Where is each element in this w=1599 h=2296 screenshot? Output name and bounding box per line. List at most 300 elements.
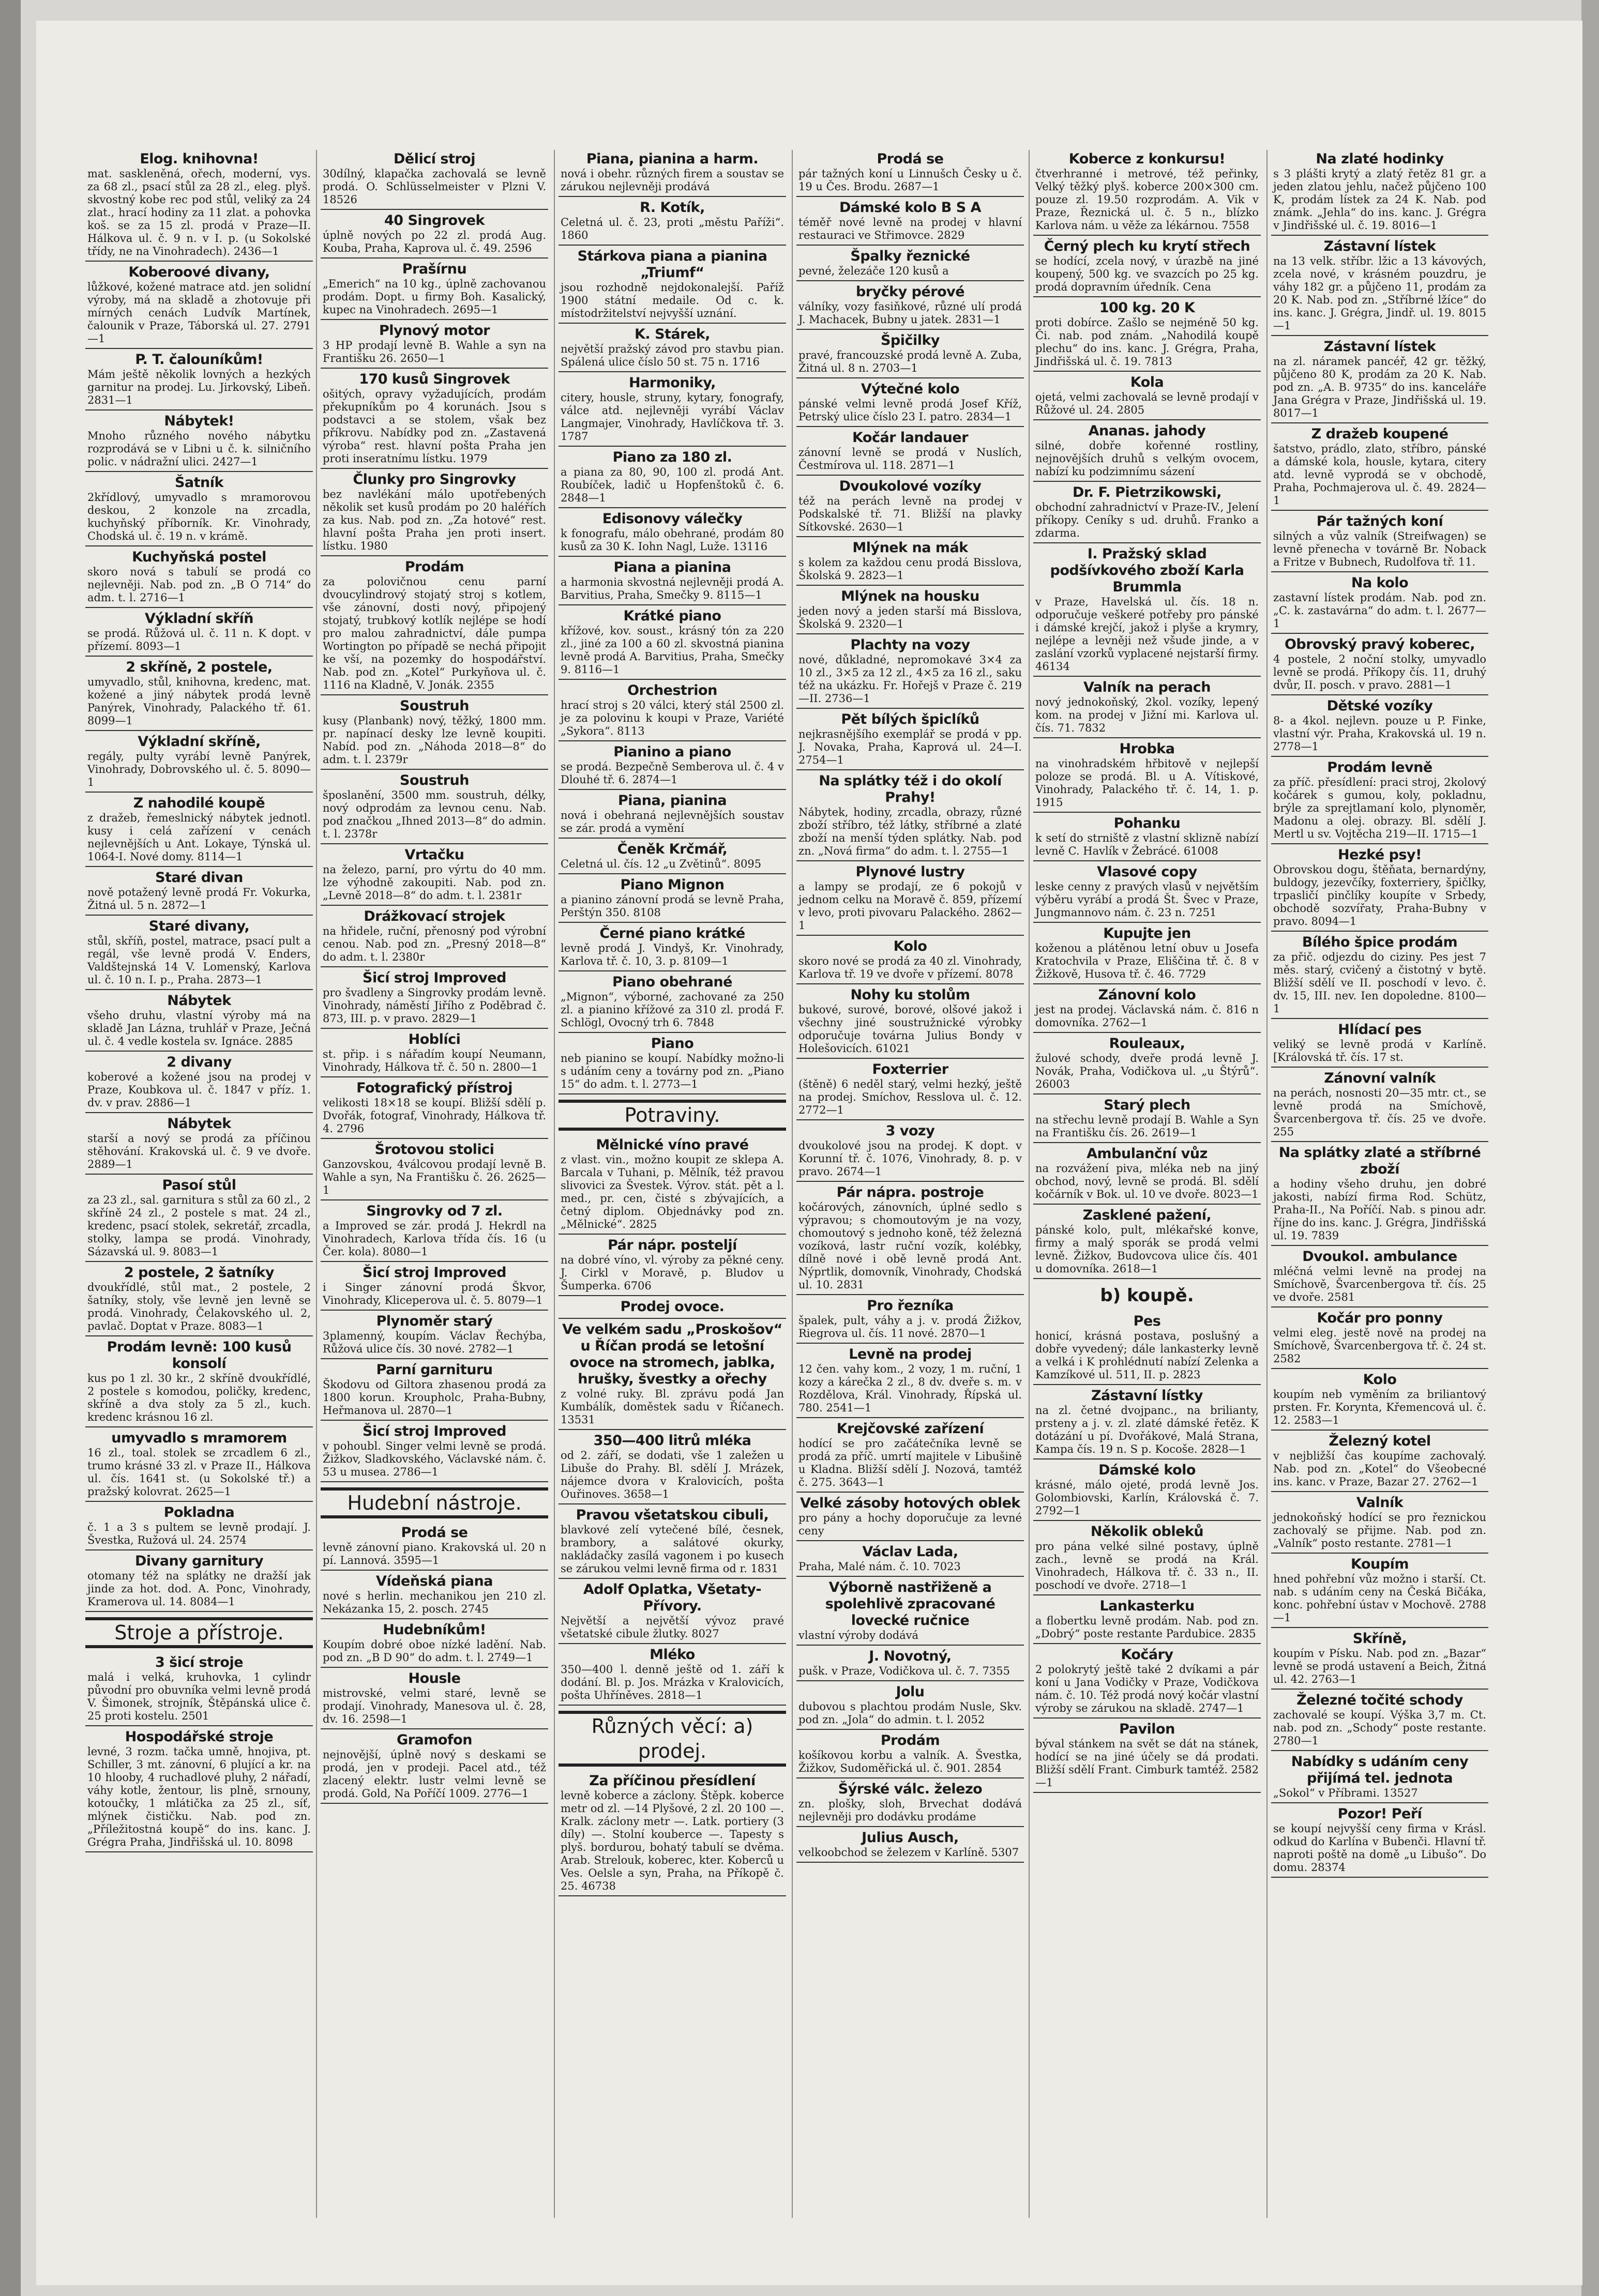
ad-body: bez navlékání málo upotřebených několik set kusů prodám po 20 haléřích za kus. Nab. pod zn. „Za hotové“ rest. hlavní pošta Praha jen proti insert. lístku. 1980	[323, 488, 546, 552]
ad-body: nově potažený levně prodá Fr. Vokurka, Žitná ul. 5 n. 2872—1	[87, 886, 311, 911]
ad-title: Dvoukolové vozíky	[839, 478, 982, 494]
ad-title: Drážkovací strojek	[364, 908, 505, 924]
classified-ad	[1033, 986, 1261, 1033]
ad-body: stůl, skříň, postel, matrace, psací pult a regál, vše levně prodá V. Enders, Valdštejnská 14 V. Lomenský, Karlova ul. č. 10 n. I. p., Praha. 2873—1	[87, 935, 311, 986]
ad-body: levně zánovní piano. Krakovská ul. 20 n pí. Lannová. 3595—1	[323, 1541, 546, 1567]
classified-ad	[1271, 1309, 1488, 1369]
ad-body: v nejbližší čas koupíme zachovalý. Nab. pod zn. „Kotel“ do Všeobecné ins. kanc. v Praze, Bazar 27. 2762—1	[1273, 1450, 1486, 1488]
ad-title: Mělnické víno pravé	[596, 1137, 749, 1153]
classified-ad	[1033, 1387, 1261, 1459]
ad-title: Šicí stroj Improved	[363, 1423, 506, 1439]
classified-ad	[321, 1572, 548, 1619]
ad-body: pro švadleny a Singrovky prodám levně. Vinohrady, náměstí Jiřího z Poděbrad č. 873, III. p. v pravo. 2829—1	[323, 986, 546, 1025]
ad-title: Elog. knihovna!	[140, 151, 259, 167]
ad-title: 2 postele, 2 šatníky	[124, 1265, 274, 1281]
ad-body: 3 HP prodají levně B. Wahle a syn na Františku 26. 2650—1	[323, 339, 546, 364]
column-rule	[1266, 150, 1268, 2218]
classified-ad	[1033, 299, 1261, 372]
ad-title: Housle	[408, 1670, 461, 1686]
ad-body: se hodící, zcela nový, v úrazbě na jiné koupený, 500 kg. ve svazcích po 25 kg. prodá dopravním úředník. Cena	[1035, 255, 1259, 293]
ad-body: mistrovské, velmi staré, levně se prodají. Vinohrady, Manesova ul. č. 28, dv. 16. 2598—1	[323, 1687, 546, 1725]
ad-body: od 2. září, se dodati, vše 1 zaležen u Libuše do Prahy. Bl. sdělí J. Mrázek, nájemce dvora v Kralovicích, pošta Ouřinoves. 3658—1	[561, 1449, 784, 1500]
classified-ad	[559, 150, 786, 197]
classified-ad	[559, 1646, 786, 1706]
ad-body: se koupí nejvyšší ceny firma v Krásl. odkud do Karlína v Bubenči. Hlavní tř. naproti poště na domě „u Libušo“. Do domu. 28374	[1273, 1822, 1486, 1874]
ad-body: Celetná ul. č. 23, proti „městu Paříži“. 1860	[561, 216, 784, 241]
ad-body: honicí, krásná postava, poslušný a dobře vyvedený; dále lankasterky levně a velká i K prohlédnutí nabízí Zelenka a Kamzíkové ul. 511, II. p. 2823	[1035, 1330, 1259, 1381]
classified-ad	[1033, 150, 1261, 236]
classified-ad	[1033, 1035, 1261, 1094]
ad-title: J. Novotný,	[869, 1648, 952, 1664]
ad-body: zánovní levně se prodá v Nuslích, Čestmírova ul. 118. 2871—1	[798, 446, 1022, 472]
classified-ad	[1033, 1461, 1261, 1521]
classified-ad	[321, 969, 548, 1029]
ad-title: Prodám levně	[1327, 759, 1432, 776]
ad-title: Dvoukol. ambulance	[1302, 1249, 1457, 1265]
classified-ad	[1271, 150, 1488, 236]
ad-title: Rouleaux,	[1109, 1036, 1185, 1052]
ad-body: všeho druhu, vlastní výroby má na skladě Jan Lázna, truhlář v Praze, Ječná ul. č. 4 vedle kostela sv. Ignáce. 2885	[87, 1009, 311, 1047]
column-2	[321, 150, 548, 2223]
classified-ad	[85, 1115, 313, 1175]
ad-title: Kola	[1130, 374, 1164, 390]
classified-ad	[796, 1122, 1024, 1182]
classified-ad	[85, 1338, 313, 1427]
ad-title: Fotografický přístroj	[356, 1080, 512, 1096]
ad-body: 350—400 l. denně ještě od 1. září k dodání. Bl. p. Jos. Mrázka v Kralovicích, pošta Uhříněves. 2818—1	[561, 1663, 784, 1701]
ad-body: pušk. v Praze, Vodičkova ul. č. 7. 7355	[798, 1665, 1010, 1677]
ad-title: Pravou všetatskou cibuli,	[576, 1507, 769, 1523]
classified-ad	[1271, 697, 1488, 757]
ad-title: Piana, pianina	[617, 793, 727, 809]
classified-ad	[85, 351, 313, 410]
ad-body: válníky, vozy fasiňkové, různé ulí prodá J. Machacek, Bubny u jatek. 2831—1	[798, 300, 1022, 326]
ad-body: a lampy se prodají, ze 6 pokojů v jednom celku na Moravě č. 859, přízemí v levo, proti pivovaru Palackého. 2862—1	[798, 880, 1022, 932]
ad-title: Pianino a piano	[613, 744, 731, 760]
classified-ad	[321, 1422, 548, 1482]
ad-title: Václav Lada,	[862, 1544, 958, 1560]
ad-title: Plachty na vozy	[850, 637, 970, 653]
classified-ad	[559, 374, 786, 447]
classified-ad	[796, 1420, 1024, 1493]
ad-body: Obrovskou dogu, štěňata, bernardýny, buldogy, jezevčíky, foxterriery, špičlky, trpasličí pinčlíky koupíte v Srbedy, obchodě sozvířaty, Praha-Bubny v pravo. 8094—1	[1273, 863, 1486, 927]
ad-title: Černé piano krátké	[599, 925, 745, 941]
classified-ad	[1271, 1805, 1488, 1878]
ad-body: dubovou s plachtou prodám Nusle, Skv. pod zn. „Jola“ do admin. t. l. 2052	[798, 1700, 1022, 1726]
ad-title: Pět bílých špiclíků	[841, 711, 979, 727]
ad-body: ošitých, opravy vyžadujících, prodám překupníkům po 4 korunách. Jsou s podstavci a se stolem, však bez příkrovu. Nabídky pod zn. „Zastavená výroba“ rest. hlavní pošta Praha jen proti inseratnímu lístku. 1979	[323, 388, 546, 465]
classified-ad	[1271, 425, 1488, 511]
ad-title: Valník na perach	[1083, 679, 1211, 695]
ad-title: Kolo	[893, 938, 927, 954]
classified-ad	[796, 636, 1024, 709]
ad-title: Bílého špice prodám	[1302, 934, 1458, 950]
ad-title: Dámské kolo B S A	[839, 200, 981, 216]
ad-title: bryčky pérové	[855, 284, 965, 300]
ad-body: za 23 zl., sal. garnitura s stůl za 60 zl., 2 skříně 24 zl., 2 postele s mat. 24 zl., kredenc, psací stolek, sekretář, zrcadla, stolky, lampa se prodá. Vinohrady, Sázavská ul. 9. 8083—1	[87, 1194, 311, 1258]
classified-ad	[796, 199, 1024, 246]
ad-title: Pozor! Peří	[1337, 1806, 1422, 1822]
classified-ad	[321, 1030, 548, 1077]
ad-body: koženou a plátěnou letní obuv u Josefa Kratochvila v Praze, Eliščina tř. č. 8 v Žižkově, Husova tř. č. 46. 7729	[1035, 942, 1259, 980]
classified-ad	[321, 1264, 548, 1311]
ad-body: „Mignon“, výborné, zachované za 250 zl. a pianino křížové za 310 zl. prodá F. Schlögl, Ovocný trh 6. 7848	[561, 991, 784, 1029]
classified-ad	[321, 1141, 548, 1200]
ad-title: Špalky řeznické	[850, 248, 970, 264]
classified-ad	[1271, 1069, 1488, 1142]
classified-ad	[1033, 740, 1261, 813]
classified-ad	[796, 380, 1024, 427]
ad-title: Hudebníkům!	[383, 1622, 486, 1638]
classified-ad	[559, 840, 786, 874]
ad-title: Šicí stroj Improved	[363, 970, 506, 986]
classified-ad	[85, 992, 313, 1052]
classified-ad	[1033, 1206, 1261, 1279]
classified-ad	[1033, 237, 1261, 297]
classified-ad	[559, 325, 786, 372]
ad-body: úplně nových po 22 zl. prodá Aug. Kouba, Praha, Kaprova ul. č. 49. 2596	[323, 229, 546, 254]
ad-title: Obrovský pravý koberec,	[1284, 636, 1475, 652]
ad-title: Orchestrion	[627, 682, 717, 698]
ad-title: Čeněk Krčmář,	[617, 841, 728, 857]
column-rule	[554, 150, 555, 2218]
ad-body: pánské velmi levně prodá Josef Kříž, Petrský ulice číslo 23 I. patro. 2834—1	[798, 398, 1022, 423]
ad-title: 2 skříně, 2 postele,	[126, 659, 273, 675]
ad-body: skoro nové se prodá za 40 zl. Vinohrady, Karlova tř. 19 ve dvoře v přízemí. 8078	[798, 955, 1022, 980]
ad-body: ojetá, velmi zachovalá se levně prodají v Růžové ul. 24. 2805	[1035, 391, 1259, 416]
classified-ad	[85, 1552, 313, 1612]
ad-body: velkoobchod se železem v Karlíně. 5307	[798, 1846, 1019, 1859]
ad-title: Pavilon	[1119, 1721, 1175, 1737]
ad-body: z volné ruky. Bl. zprávu podá Jan Kumbálík, doměstek sadu v Říčanech. 13531	[561, 1388, 784, 1426]
classified-ad	[796, 772, 1024, 861]
ad-title: Z nahodilé koupě	[133, 795, 265, 811]
classified-ad	[1271, 758, 1488, 844]
classified-ad	[1271, 1630, 1488, 1690]
ad-body: malá i velká, kruhovka, 1 cylindr původní pro obuvníka velmi levně prodá V. Šimonek, strojník, Štěpánská ulice č. 25 proti kostelu. 2501	[87, 1671, 311, 1722]
classified-ad	[1271, 1691, 1488, 1751]
ad-body: Největší a největší vývoz pravé všetatské cibule žlutky. 8027	[561, 1615, 784, 1640]
classified-ad	[321, 846, 548, 906]
ad-title: Prašírnu	[402, 261, 467, 277]
ad-body: a pianino zánovní prodá se levně Praha, Perštýn 350. 8108	[561, 893, 784, 919]
ad-title: Šicí stroj Improved	[363, 1265, 506, 1281]
classified-ad	[1033, 1646, 1261, 1719]
classified-ad	[321, 470, 548, 556]
classified-ad	[1033, 814, 1261, 861]
classified-ad	[1271, 237, 1488, 336]
ad-title: Stárkova piana a pianina „Triumf“	[577, 248, 767, 281]
classified-ad	[796, 587, 1024, 634]
ad-body: vlastní výroby dodává	[798, 1629, 919, 1641]
ad-title: Valník	[1356, 1495, 1404, 1511]
classified-ad	[1271, 574, 1488, 634]
ad-title: Výborně nastřiženě a spolehlivě zpracované lovecké ručnice	[825, 1579, 995, 1629]
ad-title: K. Stárek,	[635, 326, 710, 342]
ad-body: koberové a kožené jsou na prodej v Praze, Koubkova ul. č. 1847 v příz. 1. dv. v prav. 2886—1	[87, 1071, 311, 1109]
classified-ad	[321, 1361, 548, 1421]
ad-title: Pro řezníka	[867, 1298, 954, 1314]
ad-body: téměř nové levně na prodej v hlavní restauraci ve Střimovce. 2829	[798, 216, 1022, 241]
classified-ad	[796, 1345, 1024, 1418]
classified-ad	[559, 1320, 786, 1430]
ad-title: 170 kusů Singrovek	[359, 371, 510, 387]
ad-title: Šýrské válc. železo	[838, 1781, 983, 1797]
ad-title: Hezké psy!	[1338, 847, 1422, 863]
ad-body: nová i obehr. různých firem a soustav se zárukou nejlevněji prodává	[561, 168, 784, 193]
ad-body: silné, dobře kořenné rostliny, nejnovějších druhů s velkým ovocem, nabízí ku podzimnímu sázení	[1035, 439, 1259, 478]
classified-ad	[1033, 373, 1261, 420]
ad-body: 8- a 4kol. nejlevn. pouze u P. Finke, vlastní výr. Praha, Krakovská ul. 19 n. 2778—1	[1273, 714, 1486, 753]
ad-body: st. přip. i s nářadím koupí Neumann, Vinohrady, Hálkova tř. č. 50 n. 2800—1	[323, 1048, 546, 1073]
ad-body: k setí do strniště z vlastní sklizně nabízí levně C. Havlík v Žebrácé. 61008	[1035, 832, 1259, 857]
ad-body: dvoukolové jsou na prodej. K dopt. v Korunní tř. č. 1076, Vinohrady, 8. p. v pravo. 2674—1	[798, 1139, 1022, 1178]
classified-ad	[796, 1578, 1024, 1646]
ad-body: leske cenny z pravých vlasů v největším výběru vyrábí a prodá Št. Švec v Praze, Jungmannovo nám. č. 23 n. 7251	[1035, 880, 1259, 919]
classified-ad	[559, 743, 786, 790]
classified-ad	[321, 1079, 548, 1139]
ad-title: Krátké piano	[623, 608, 721, 624]
classified-ad	[796, 477, 1024, 537]
classified-ad	[1271, 1494, 1488, 1554]
ad-body: na hřidele, ruční, přenosný pod výrobní cenou. Nab. pod zn. „Presný 2018—8“ do adm. t. l. 2380r	[323, 925, 546, 963]
ad-title: Staré divany,	[148, 918, 250, 934]
ad-title: Prodá se	[877, 151, 944, 167]
classified-ad	[796, 1543, 1024, 1577]
ad-title: Parní garnituru	[376, 1362, 493, 1378]
classified-ad	[1033, 422, 1261, 482]
ad-title: R. Kotík,	[640, 200, 705, 216]
classified-ad	[85, 412, 313, 472]
ad-title: Starý plech	[1104, 1097, 1190, 1113]
ad-title: Skříně,	[1352, 1631, 1407, 1647]
classified-ad	[85, 917, 313, 990]
ad-body: č. 1 a 3 s pultem se levně prodají. J. Švestka, Ružová ul. 24. 2574	[87, 1521, 311, 1546]
ad-body: Praha, Malé nám. č. 10. 7023	[798, 1560, 961, 1573]
ad-title: Zástavní lístky	[1091, 1388, 1203, 1404]
classified-ad	[321, 907, 548, 967]
ad-title: Pes	[1133, 1313, 1161, 1329]
ad-body: nová i obehraná nejlevnějších soustav se zár. prodá a vymění	[561, 809, 784, 834]
classified-ad	[321, 1202, 548, 1262]
ad-title: Koberce z konkursu!	[1068, 151, 1226, 167]
ad-title: umyvadlo s mramorem	[111, 1430, 287, 1446]
ad-body: za příč. přesídlení: praci stroj, 2kolový kočárek s gumou, koly, pokladnu, brýle za sprejtlamaní kolo, plynoměr, Madonu a olej. obrazy. Bl. sdělí J. Mertl u sv. Vojtěcha 219—II. 1715—1	[1273, 776, 1486, 840]
classified-ad	[1033, 1597, 1261, 1644]
ad-body: koupím neb vyměním za briliantový prsten. Fr. Korynta, Křemencová ul. č. 12. 2583—1	[1273, 1388, 1486, 1426]
scan-edge-right	[1581, 0, 1599, 2296]
ad-title: Vlasové copy	[1097, 864, 1197, 880]
ad-title: Piano Mignon	[620, 877, 725, 893]
classified-ad	[796, 863, 1024, 936]
ad-body: i Singer zánovní prodá Škvor, Vinohrady, Kliceperova ul. č. 5. 8079—1	[323, 1281, 546, 1306]
ad-title: Gramofon	[397, 1732, 472, 1748]
ad-title: Julius Ausch,	[862, 1830, 959, 1846]
ad-body: Mám ještě několik lovných a hezkých garnitur na prodej. Lu. Jirkovský, Libeň. 2831—1	[87, 368, 311, 406]
ad-body: 3plamenný, koupím. Václav Řechýba, Růžová ulice čís. 30 nové. 2782—1	[323, 1330, 546, 1355]
ad-body: umyvadlo, stůl, knihovna, kredenc, mat. kožené a jiný nábytek prodá levně Panýrek, Vinohrady, Palackého tř. 61. 8099—1	[87, 676, 311, 727]
ad-title: I. Pražský sklad podšívkového zboží Karla Brummla	[1050, 546, 1244, 595]
ad-body: mat. saskleněná, ořech, moderní, vys. za 68 zl., psací stůl za 28 zl., eleg. plyš. skvostný kobe rec pod stůl, veliký za 24 zlat., hrací hodiny za 11 zlat. a pohovka koš. se za 15 zl. prodá v Praze—II. Hálkova ul. č. 9 n. v I. p. (u Sokolské třídy, ne na Vinohradech). 2436—1	[87, 168, 311, 257]
classified-ad	[559, 1772, 786, 1896]
ad-body: nejnovější, úplně nový s deskami se prodá, jen v prodeji. Pacel atd., též zlacený elektr. lustr velmi levně se prodá. Gold, Na Poříčí 1009. 2776—1	[323, 1748, 546, 1800]
classified-ad	[796, 1780, 1024, 1827]
classified-ad	[1033, 924, 1261, 984]
classified-ad	[559, 792, 786, 839]
classified-ad	[1033, 678, 1261, 738]
ad-body: kočárových, zánovních, úplné sedlo s výpravou; s chomoutovým je na vozy, chomoutový s jednoho koně, též železná vozíková, lastr ruční vozík, kolébky, dílně nové i obě levně prodá Ant. Nýprtlik, domovník, Vinohrady, Chodská ul. 10. 2831	[798, 1201, 1022, 1291]
classified-ad	[796, 1060, 1024, 1120]
ad-body: v Praze, Havelská ul. čís. 18 n. odporučuje veškeré potřeby pro pánské i dámské krejčí, jakož i plyše a krymry, nejlépe a levněji než všude jinde, a v zaslání vzorků vyplacené nejstarší firmy. 46134	[1035, 596, 1259, 673]
ad-title: Krejčovské zařízení	[836, 1421, 984, 1437]
ad-body: (štěně) 6 neděl starý, velmi hezký, ještě na prodej. Smíchov, Resslova ul. č. 12. 2772—1	[798, 1078, 1022, 1116]
ad-title: Dr. F. Pietrzikowski,	[1073, 484, 1221, 500]
ad-title: Zasklené pažení,	[1082, 1207, 1212, 1223]
ad-body: za polovičnou cenu parní dvoucylindrový stojatý stroj s kotlem, vše zánovní, dosti nový, připojený stojatý, trubkový kotlík nejlépe se hodí pro malou zahradnictví, dále pumpa Wortington po případě se nechá připojit ke vší, na pozemky do hospodářství. Nab. pod zn. „Kotel“ Purkyňova ul. č. 1116 na Kladně, V. Jonák. 2355	[323, 575, 546, 691]
column-6	[1271, 150, 1488, 2223]
classified-ad	[559, 247, 786, 324]
classified-ad	[559, 510, 786, 557]
ad-title: Dětské vozíky	[1326, 698, 1433, 714]
ad-title: Kolo	[1363, 1372, 1397, 1388]
ad-title: Divany garnitury	[134, 1553, 264, 1569]
classified-ad	[1033, 483, 1261, 543]
classified-ad	[321, 1731, 548, 1804]
classified-ad	[321, 1524, 548, 1571]
ad-body: a Improved se zár. prodá J. Hekrdl na Vinohradech, Karlova třída čís. 16 (u Čer. kola). 8080—1	[323, 1220, 546, 1258]
classified-ad	[559, 1506, 786, 1579]
ad-title: Singrovky od 7 zl.	[366, 1203, 503, 1219]
classified-ad	[85, 733, 313, 793]
ad-body: na střechu levně prodají B. Wahle a Syn na Františku čís. 26. 2619—1	[1035, 1114, 1259, 1139]
ad-title: Prodá se	[401, 1525, 468, 1541]
ad-title: Kuchyňská postel	[132, 549, 266, 565]
ad-body: Škodovu od Giltora zhasenou prodá za 1800 korun. Kroupholc, Praha-Bubny, Heřmanova ul. 2870—1	[323, 1378, 546, 1417]
ad-body: dvoukřídlé, stůl mat., 2 postele, 2 šatníky, stoly, vše levně jen levně se prodá. Vinohrady, Čelakovského ul. 2, pavlač. Doptat v Praze. 8083—1	[87, 1281, 311, 1332]
classified-ad	[1271, 1371, 1488, 1431]
ad-body: k fonografu, málo obehrané, prodám 80 kusů za 30 K. Iohn Nagl, Luže. 13116	[561, 527, 784, 553]
ad-body: blavkové zelí vytečené bílé, česnek, brambory, a salátové okurky, nakládačky zasílá vagonem i po kusech se zárukou velmi levně firma od r. 1831	[561, 1524, 784, 1575]
ad-body: skoro nová s tabulí se prodá co nejlevněji. Nab. pod zn. „B O 714“ do adm. t. l. 2716—1	[87, 566, 311, 604]
ad-title: Železné točité schody	[1296, 1692, 1463, 1708]
ad-body: košíkovou korbu a valník. A. Švestka, Žižkov, Sudoměřická ul. č. 901. 2854	[798, 1749, 1022, 1774]
ad-body: bukové, surové, borové, olšové jakož i všechny jiné soustružnické výrobky odporučuje továrna Julius Bondy v Holešovicích. 61021	[798, 1003, 1022, 1055]
ad-body: býval stánkem na svět se dát na stánek, hodící se na jiné účely se dá prodati. Bližší sdělí Frant. Cimburk tamtéž. 2582—1	[1035, 1738, 1259, 1789]
ad-body: 12 čen. vahy kom., 2 vozy, 1 m. ruční, 1 kozy a kárečka 2 zl., 8 dv. dveře s. m. v Rozdělova, Král. Vinohrady, Řípská ul. 780. 2541—1	[798, 1363, 1022, 1414]
classified-ad	[559, 607, 786, 680]
classified-ad	[796, 1183, 1024, 1295]
ad-title: Adolf Oplatka, Všetaty-Přívory.	[583, 1582, 762, 1614]
ad-body: jsou rozhodně nejdokonalejší. Paříž 1900 státní medaile. Od c. k. místodržitelství nejvyšší uznání.	[561, 281, 784, 320]
classified-ad	[1271, 1248, 1488, 1307]
ad-body: nové s herlin. mechanikou jen 210 zl. Nekázanka 15, 2. posch. 2745	[323, 1590, 546, 1615]
ad-title: Prodám levně: 100 kusů konsolí	[107, 1339, 292, 1372]
classified-ad	[1271, 846, 1488, 932]
ad-title: Soustruh	[400, 772, 469, 788]
column-rule	[316, 150, 317, 2218]
ad-title: Pár nápr. posteljí	[608, 1237, 737, 1253]
classified-ad	[85, 1728, 313, 1852]
ad-body: krásné, málo ojeté, prodá levně Jos. Golombiovski, Karlín, Královská č. 7. 2792—1	[1035, 1479, 1259, 1517]
ad-title: Kupujte jen	[1103, 925, 1191, 941]
classified-ad	[1271, 1144, 1488, 1246]
ad-body: na rozvážení piva, mléka neb na jiný obchod, nový, levně se prodá. Bl. sdělí kočárník v Bok. ul. 10 ve dvoře. 8023—1	[1035, 1162, 1259, 1200]
classified-ad	[1271, 1753, 1488, 1803]
classified-ad	[1033, 1523, 1261, 1595]
ad-title: Prodej ovoce.	[620, 1299, 725, 1315]
ad-title: Šrotovou stolici	[374, 1142, 494, 1158]
ad-title: Pasoí stůl	[162, 1177, 236, 1193]
section-heading: Stroje a přístroje.	[85, 1617, 313, 1648]
ad-title: 100 kg. 20 K	[1099, 300, 1195, 316]
ad-title: Plynový motor	[379, 323, 490, 339]
ad-body: na dobré víno, vl. výroby za pěkné ceny. J. Cirkl v Moravě, p. Bludov u Šumperka. 6706	[561, 1254, 784, 1292]
classified-ad	[559, 1432, 786, 1504]
classified-ad	[559, 558, 786, 605]
classified-ad	[85, 794, 313, 867]
classified-ad	[559, 1298, 786, 1319]
ad-body: na vinohradském hřbitově v nejlepší poloze se prodá. Bl. u A. Vítiskové, Vinohrady, Palackého tř. č. 14, 1. p. 1915	[1035, 757, 1259, 809]
classified-ad	[796, 283, 1024, 330]
ad-body: 2 polokrytý ještě také 2 dvíkami a pár koní u Jana Vodičky v Praze, Vodičkova nám. č. 10. Též prodá nový kočár vlastní výroby se zárukou na skladě. 2747—1	[1035, 1663, 1259, 1714]
ad-title: Soustruh	[400, 698, 469, 714]
classified-ad	[796, 539, 1024, 586]
ad-body: se prodá. Růžová ul. č. 11 n. K dopt. v přízemí. 8093—1	[87, 627, 311, 652]
column-1	[85, 150, 313, 2223]
classified-ad	[1033, 1312, 1261, 1385]
classified-ad	[85, 1176, 313, 1262]
ad-body: levně koberce a záclony. Štěpk. koberce metr od zl. —14 Plyšové, 2 zl. 20 100 —. Kralk. záclony metr —. Latk. portiery (3 díly) —. Stolní kouberce —. Tapesty s plyš. bordurou, bohatý tabulí se dvěma. Arab. Strelouk, koberec, kter. Koberců u Ves. Oelsle a syn, Praha, na Příkopě č. 25. 46738	[561, 1789, 784, 1892]
classified-ad	[1033, 1096, 1261, 1143]
ad-title: P. T. čalouníkům!	[135, 352, 263, 368]
classified-ad	[1271, 338, 1488, 423]
classified-ad	[1033, 863, 1261, 923]
ad-title: Člunky pro Singrovky	[353, 472, 516, 488]
ad-title: Pár nápra. postroje	[836, 1184, 984, 1200]
classified-ad	[796, 1297, 1024, 1344]
ad-body: s 3 plášti krytý a zlatý řetěz 81 gr. a jeden zlatou jehlu, načež půjčeno 100 K, prodám lístek za 24 K. Nab. pod známk. „Jehla“ do ins. kanc. J. Grégra v Jindřišské ul. č. 19. 8016—1	[1273, 168, 1486, 232]
ad-title: Na splátky zlaté a stříbrné zboží	[1278, 1145, 1481, 1177]
ad-body: lůžkové, kožené matrace atd. jen solidní výroby, má na skladě a zhotovuje při mírných cenách Ludvík Martínek, čalounik v Praze, Táborská ul. 27. 2791—1	[87, 281, 311, 345]
ad-body: hodící se pro začátečníka levně se prodá za příč. umrtí majitele v Libušině u Kladna. Bližší sdělí J. Nozová, tamtéž č. 275. 3643—1	[798, 1437, 1022, 1488]
classified-ad	[796, 247, 1024, 281]
ad-title: Piana a pianina	[613, 559, 731, 575]
ad-title: Nábytek!	[164, 413, 234, 429]
ad-title: Černý plech ku krytí střech	[1044, 238, 1250, 254]
ad-body: silných a vůz valník (Streifwagen) se levně přenecha v továrně Br. Noback a Fritze v Bubnech, Rudolfova tř. 11.	[1273, 530, 1486, 568]
classified-ad	[559, 199, 786, 246]
ad-title: Nohy ku stolům	[850, 987, 970, 1003]
ad-body: veliký se levně prodá v Karlíně. [Královská tř. čís. 17 st.	[1273, 1038, 1486, 1063]
classified-ad	[1033, 545, 1261, 677]
ad-title: Velké zásoby hotových oblek	[800, 1495, 1020, 1511]
ad-body: mléčná velmi levně na prodej na Smíchově, Švarcenbergova tř. čís. 25 ve dvoře. 2581	[1273, 1265, 1486, 1303]
ad-body: na železo, parní, pro výrtu do 40 mm. lze výhodně zakoupiti. Nab. pod zn. „Levně 2018—8“ do adm. t. l. 2381r	[323, 863, 546, 902]
ad-body: největší pražský závod pro stavbu pian. Spálená ulice číslo 50 st. 75 n. 1716	[561, 343, 784, 368]
ad-body: „Emerich“ na 10 kg., úplně zachovanou prodám. Dopt. u firmy Boh. Kasalický, kupec na Vinohradech. 2695—1	[323, 278, 546, 316]
ad-title: Piano za 180 zl.	[612, 449, 732, 465]
ad-body: a flobertku levně prodám. Nab. pod zn. „Dobrý“ poste restante Pardubice. 2835	[1035, 1615, 1259, 1640]
ad-body: v pohoubl. Singer velmi levně se prodá. Žižkov, Sladkovského, Václavské nám. č. 53 u musea. 2786—1	[323, 1440, 546, 1478]
ad-title: Kočáry	[1121, 1647, 1173, 1663]
classified-ad	[321, 1621, 548, 1668]
ad-title: Nábytek	[167, 1116, 231, 1132]
ad-title: Harmoniky,	[628, 375, 716, 391]
column-rule	[792, 150, 793, 2218]
ad-body: pro pána velké silné postavy, úplně zach., levně se prodá na Král. Vinohradech, Hálkova tř. č. 33 n., II. poschodí ve dvoře. 2718—1	[1035, 1540, 1259, 1591]
ad-title: Na kolo	[1351, 575, 1409, 591]
ad-body: kus po 1 zl. 30 kr., 2 skříně dvoukřídlé, 2 postele s komodou, poličky, kredenc, skříně a dva stoly za 5 zl., kuch. kredenc krásnou 16 zl.	[87, 1372, 311, 1423]
